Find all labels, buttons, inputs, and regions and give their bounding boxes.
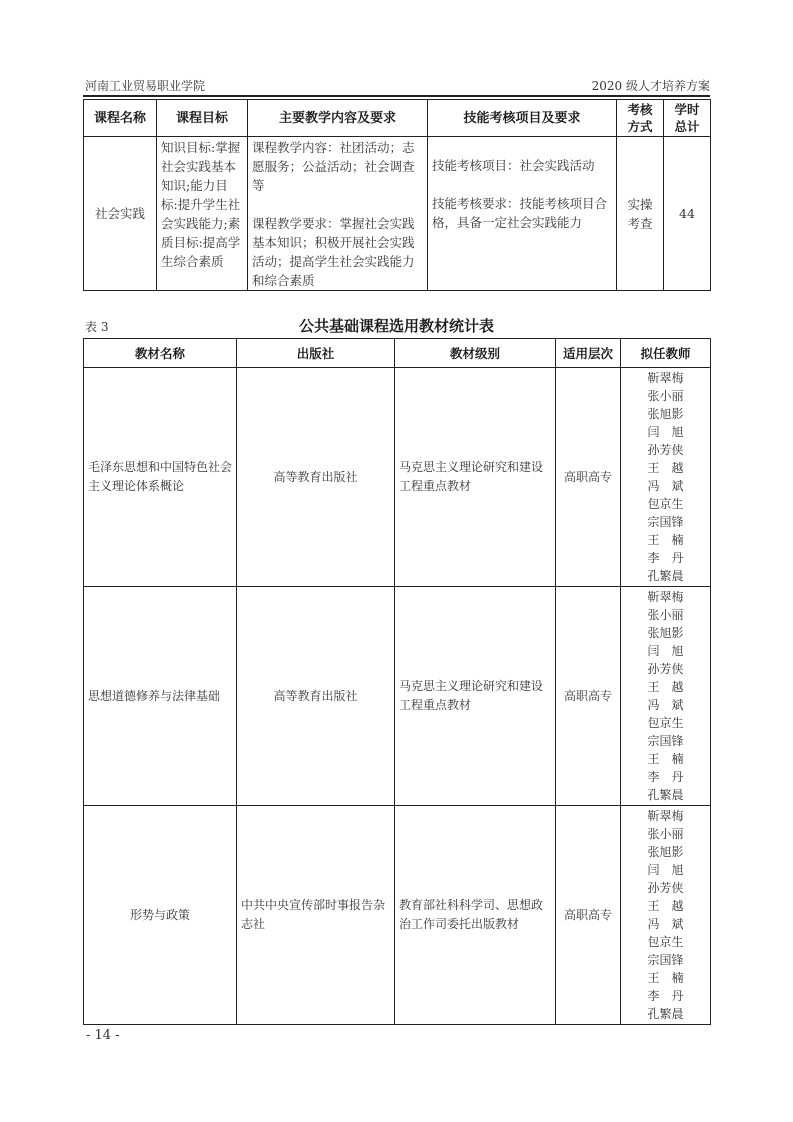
col-header-textbook-name: 教材名称 xyxy=(84,339,237,368)
textbook-table xyxy=(83,338,711,1025)
teacher: 冯 斌 xyxy=(647,698,684,712)
col-header-tier: 适用层次 xyxy=(556,339,621,368)
teacher-list xyxy=(621,587,711,806)
table-row xyxy=(84,587,711,806)
textbook-level: 教育部社科科学司、思想政治工作司委托出版教材 xyxy=(395,806,556,1025)
applicable-tier: 高职高专 xyxy=(556,587,621,806)
header-institution: 河南工业贸易职业学院 xyxy=(85,79,206,93)
col-header-hours: 学时 总计 xyxy=(664,100,711,137)
teacher: 闫 旭 xyxy=(647,863,684,877)
course-content xyxy=(248,137,428,291)
teacher: 张小丽 xyxy=(647,389,684,403)
teacher: 王 楠 xyxy=(647,533,684,547)
textbook-name: 形势与政策 xyxy=(84,806,237,1025)
col-header-level: 教材级别 xyxy=(395,339,556,368)
content-part-1: 课程教学内容：社团活动；志愿服务；公益活动；社会调查等 xyxy=(252,140,415,193)
publisher: 中共中央宣传部时事报告杂志社 xyxy=(237,806,395,1025)
teacher: 张旭影 xyxy=(647,407,684,421)
course-name: 社会实践 xyxy=(84,137,157,291)
teacher: 孙芳侠 xyxy=(647,881,684,895)
skill-part-2: 技能考核要求：技能考核项目合格，具备一定社会实践能力 xyxy=(432,196,608,230)
teacher: 闫 旭 xyxy=(647,425,684,439)
teacher: 王 楠 xyxy=(647,971,684,985)
publisher: 高等教育出版社 xyxy=(237,587,395,806)
teacher: 李 丹 xyxy=(647,989,684,1003)
teacher: 宗国锋 xyxy=(647,953,684,967)
assessment-method: 实操 考查 xyxy=(617,137,664,291)
textbook-table-header xyxy=(84,339,711,368)
teacher: 王 越 xyxy=(647,899,684,913)
teacher: 闫 旭 xyxy=(647,644,684,658)
teacher: 王 越 xyxy=(647,680,684,694)
header-document-title: 2020 级人才培养方案 xyxy=(591,79,710,93)
teacher: 孔繁晨 xyxy=(647,569,684,583)
teacher: 张小丽 xyxy=(647,827,684,841)
teacher: 王 越 xyxy=(647,461,684,475)
col-header-method: 考核 方式 xyxy=(617,100,664,137)
teacher: 孔繁晨 xyxy=(647,1007,684,1021)
col-header-course-goal: 课程目标 xyxy=(157,100,248,137)
table-caption xyxy=(83,315,710,337)
col-header-teachers: 拟任教师 xyxy=(621,339,711,368)
table-row xyxy=(84,368,711,587)
course-goal: 知识目标:掌握社会实践基本知识;能力目标:提升学生社会实践能力;素质目标:提高学生综合素质 xyxy=(157,137,248,291)
teacher: 李 丹 xyxy=(647,551,684,565)
skill-assessment xyxy=(428,137,617,291)
teacher: 靳翠梅 xyxy=(647,371,684,385)
teacher: 包京生 xyxy=(647,716,684,730)
teacher: 包京生 xyxy=(647,497,684,511)
header-rule xyxy=(83,95,710,97)
teacher: 孔繁晨 xyxy=(647,788,684,802)
teacher-list xyxy=(621,368,711,587)
table-number: 表 3 xyxy=(85,320,109,334)
col-header-publisher: 出版社 xyxy=(237,339,395,368)
teacher: 靳翠梅 xyxy=(647,809,684,823)
applicable-tier: 高职高专 xyxy=(556,806,621,1025)
col-header-content: 主要教学内容及要求 xyxy=(248,100,428,137)
skill-part-1: 技能考核项目：社会实践活动 xyxy=(432,158,595,173)
col-header-course-name: 课程名称 xyxy=(84,100,157,137)
page-header xyxy=(83,75,710,95)
textbook-name: 思想道德修养与法律基础 xyxy=(84,587,237,806)
teacher: 张旭影 xyxy=(647,845,684,859)
teacher-list xyxy=(621,806,711,1025)
teacher: 孙芳侠 xyxy=(647,662,684,676)
teacher: 张旭影 xyxy=(647,626,684,640)
table-row xyxy=(84,137,711,291)
textbook-level: 马克思主义理论研究和建设工程重点教材 xyxy=(395,368,556,587)
teacher: 王 楠 xyxy=(647,752,684,766)
table-row xyxy=(84,806,711,1025)
table-title: 公共基础课程选用教材统计表 xyxy=(298,317,494,335)
textbook-name: 毛泽东思想和中国特色社会主义理论体系概论 xyxy=(84,368,237,587)
teacher: 冯 斌 xyxy=(647,917,684,931)
page-number: - 14 - xyxy=(86,1028,120,1043)
content-part-2: 课程教学要求：掌握社会实践基本知识；积极开展社会实践活动；提高学生社会实践能力和综合素质 xyxy=(252,216,415,288)
teacher: 包京生 xyxy=(647,935,684,949)
teacher: 宗国锋 xyxy=(647,734,684,748)
applicable-tier: 高职高专 xyxy=(556,368,621,587)
teacher: 李 丹 xyxy=(647,770,684,784)
total-hours: 44 xyxy=(664,137,711,291)
teacher: 靳翠梅 xyxy=(647,590,684,604)
teacher: 冯 斌 xyxy=(647,479,684,493)
col-header-skill: 技能考核项目及要求 xyxy=(428,100,617,137)
textbook-level: 马克思主义理论研究和建设工程重点教材 xyxy=(395,587,556,806)
course-table-header xyxy=(84,100,711,137)
teacher: 孙芳侠 xyxy=(647,443,684,457)
teacher: 宗国锋 xyxy=(647,515,684,529)
course-table xyxy=(83,99,711,291)
publisher: 高等教育出版社 xyxy=(237,368,395,587)
teacher: 张小丽 xyxy=(647,608,684,622)
